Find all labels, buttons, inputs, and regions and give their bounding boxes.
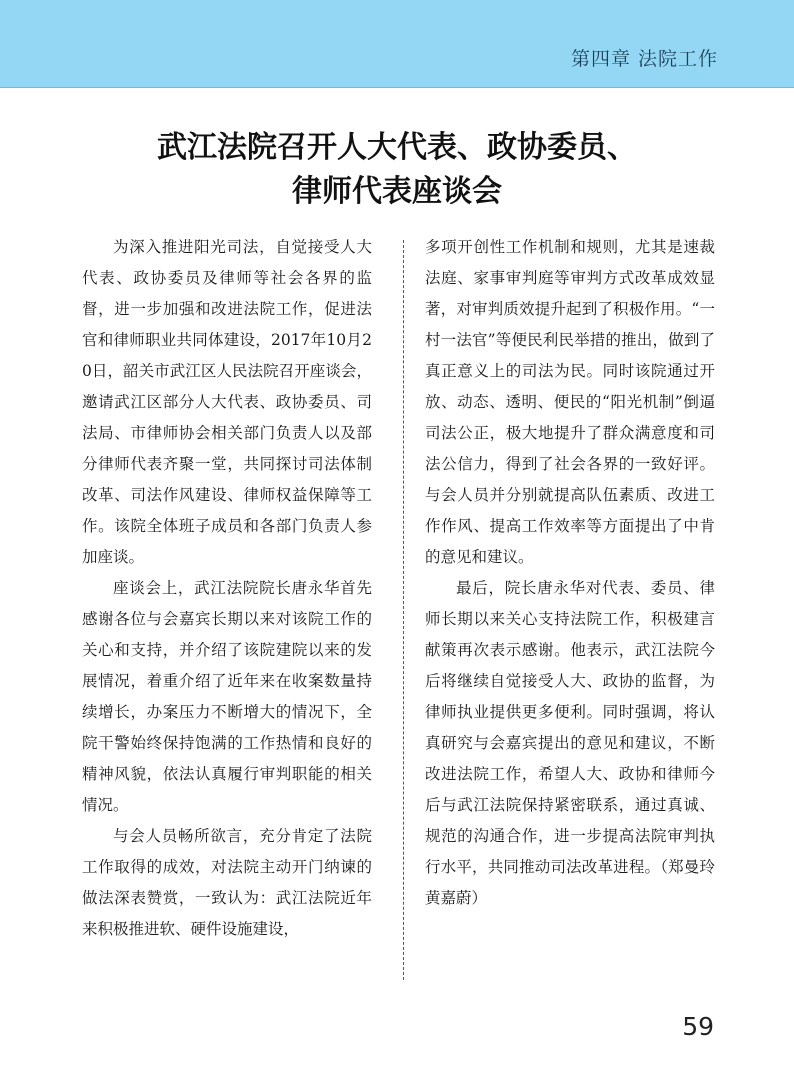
article-title-line-2: 律师代表座谈会 <box>292 174 502 209</box>
header-band <box>0 0 794 88</box>
paragraph-intro: 为深入推进阳光司法，自觉接受人大代表、政协委员及律师等社会各界的监督，进一步加强和改进法院工作，促进法官和律师职业共同体建设，2017年10月20日，韶关市武江区人民法院召开座谈会，邀请武江区部分人大代表、政协委员、司法局、市律师协会相关部门负责人以及部分律师代表齐聚一堂，共同探讨司法体制改革、司法作风建设、律师权益保障等工作。该院全体班子成员和各部门负责人参加座谈。 <box>82 238 372 566</box>
chapter-label: 第四章 法院工作 <box>570 48 718 70</box>
page-number: 59 <box>682 1012 714 1041</box>
paragraph-meeting: 座谈会上，武江法院院长唐永华首先感谢各位与会嘉宾长期以来对该院工作的关心和支持，并介绍了该院建院以来的发展情况，着重介绍了近年来在收案数量持续增长，办案压力不断增大的情况下，全院干警始终保持饱满的工作热情和良好的精神风貌，依法认真履行审判职能的相关情况。 <box>82 579 372 814</box>
article-title-line-1: 武江法院召开人大代表、政协委员、 <box>157 130 637 165</box>
right-column <box>425 232 715 914</box>
column-divider <box>403 240 404 980</box>
paragraph-attendees-continued: 多项开创性工作机制和规则，尤其是速裁法庭、家事审判庭等审判方式改革成效显著，对审判质效提升起到了积极作用。“一村一法官”等便民利民举措的推出，做到了真正意义上的司法为民。同时该院通过开放、动态、透明、便民的“阳光机制”倒逼司法公正，极大地提升了群众满意度和司法公信力，得到了社会各界的一致好评。与会人员并分别就提高队伍素质、改进工作作风、提高工作效率等方面提出了中肯的意见和建议。 <box>425 238 715 566</box>
paragraph-closing: 最后，院长唐永华对代表、委员、律师长期以来关心支持法院工作，积极建言献策再次表示感谢。他表示，武江法院今后将继续自觉接受人大、政协的监督，为律师执业提供更多便利。同时强调，将认真研究与会嘉宾提出的意见和建议，不断改进法院工作，希望人大、政协和律师今后与武江法院保持紧密联系，通过真诚、规范的沟通合作，进一步提高法院审判执行水平，共同推动司法改革进程。（郑曼玲 黄嘉蔚） <box>425 579 715 907</box>
article-title <box>60 126 734 214</box>
paragraph-attendees: 与会人员畅所欲言，充分肯定了法院工作取得的成效，对法院主动开门纳谏的做法深表赞赏，一致认为：武江法院近年来积极推进软、硬件设施建设， <box>82 827 372 938</box>
left-column <box>82 232 372 945</box>
